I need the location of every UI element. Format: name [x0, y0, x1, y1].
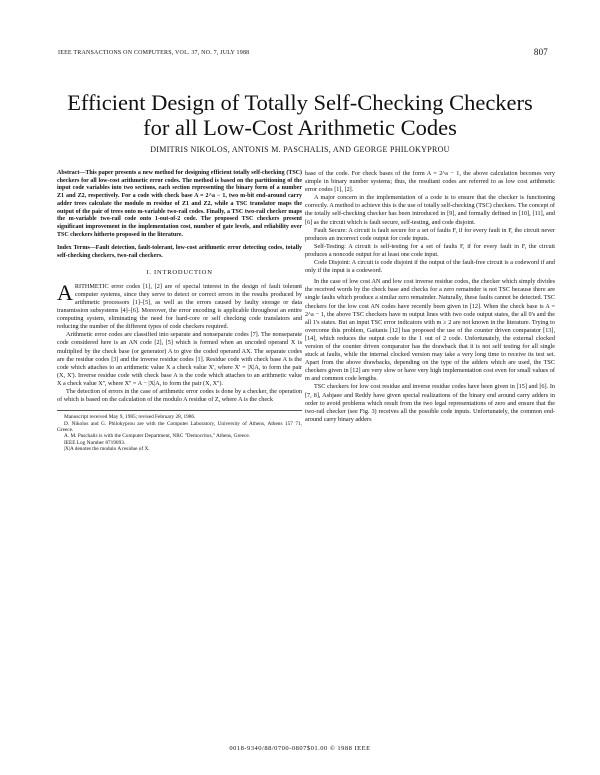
copyright-footer: 0018-9340/88/0700-0807$01.00 © 1988 IEEE — [229, 745, 371, 752]
drop-cap: A — [57, 279, 73, 305]
body-paragraph: TSC checkers for low cost residue and inverse residue codes have been given in [15] and [6]. In [7, 8], Ashjaee and Reddy have given special realizations of the binary end around carry adders in order to avoid problems which result from the two legal representations of zero and ensure that the two-rail checker (see Fig. 3) receives all the possible code inputs. Unfortunately, the common end-around carry binary adders — [305, 383, 555, 423]
intro-paragraph-2: Arithmetic error codes are classified into separate and nonseparate codes [7]. The nonseparate code considered here is an AN code [2], [5] which is formed when an uncoded operand X is multiplied by the check base (or generator) A to give the coded operand AX. The separate codes are the residue codes [3] and the inverse residue codes [1]. Residue code with check base A is the code which attaches to an arithmetic value X a check value X', where X' = |X|A, to form the pair (X, X'). Inverse residue code with check base A is the code which attaches to an arithmetic value X a check value X'', where X'' = A − |X|A, to form the pair (X, X''). — [57, 331, 302, 387]
left-column — [57, 170, 302, 453]
body-paragraph: A major concern in the implementation of a code is to ensure that the checker is functioning correctly. A method to achieve this is the use of totally self-checking (TSC) checkers. The concept of the totally self-checking checker has been introduced in [9], and formally defined in [10], [11], and [6] as the circuit which is fault secure, self-testing, and code disjoint. — [305, 194, 555, 226]
intro-paragraph-1 — [57, 279, 302, 332]
intro-paragraph-3: The detection of errors in the case of arithmetic error codes is done by a checker, the operation of which is based on the calculation of the modulo A residue of Z, where A is the check — [57, 388, 302, 404]
footnote: A. M. Paschalis is with the Computer Department, NRC "Democritos," Athens, Greece. — [64, 433, 251, 440]
author-list: DIMITRIS NIKOLOS, ANTONIS M. PASCHALIS, AND GEORGE PHILOKYPROU — [150, 145, 450, 154]
intro-paragraph-1-text: RITHMETIC error codes [1], [2] are of special interest in the design of fault tolerant computer systems, since they serve to detect or correct errors in the results produced by arithmetic processors [1]–[5], as well as the errors caused by faulty storage or data transmission subsystems [4]–[6]. Moreover, the error encoding is applicable throughout an entire computing system, eliminating the need for hard-core or self checking code translators and reducing the number of the different types of code checkers required. — [57, 282, 302, 331]
definition-code-disjoint: Code Disjoint: A circuit is code disjoint if the output of the fault-free circuit is a codeword if and only if the input is a codeword. — [305, 259, 555, 275]
footnote: IEEE Log Number 8719093. — [64, 439, 126, 446]
title-line-1: Efficient Design of Totally Self-Checking Checkers — [67, 90, 533, 115]
running-header — [58, 47, 548, 57]
footnote: D. Nikolos and G. Philokyprou are with the Computer Laboratory, University of Athens, Athens 157 71, Greece. — [57, 420, 302, 434]
footnotes — [57, 410, 302, 452]
footnote: |X|A denotes the modulo A residue of X. — [64, 446, 150, 453]
page-number: 807 — [533, 47, 548, 57]
paper-title — [40, 90, 560, 140]
right-column — [305, 170, 555, 424]
body-paragraph: base of the code. For check bases of the form A = 2^a − 1, the above calculation becomes very simple in binary number systems; thus, the resultant codes are referred to as low cost arithmetic error codes [1], [2]. — [305, 170, 555, 194]
section-heading: I. INTRODUCTION — [146, 268, 213, 276]
abstract: Abstract—This paper presents a new method for designing efficient totally self-checking (TSC) checkers for all low-cost arithmetic error codes. The method is based on the partitioning of the input code variables into two sections, each section representing the binary form of a number Z1 and Z2, respectively. For a code with check base A = 2^a − 1, two m-bit end-around carry adder trees calculate the modulo m residue of Z1 and Z2, while a TSC translator maps the output of the pair of trees onto m-variable two-rail codes. Finally, a TSC two-rail checker maps the m-variable two-rail code onto 1-out-of-2 code. The proposed TSC checkers present significant improvement in the implementation cost, number of gate levels, and reliability over TSC checkers hitherto proposed in the literature. — [57, 170, 302, 238]
title-line-2: for all Low-Cost Arithmetic Codes — [143, 115, 457, 140]
body-paragraph: In the case of low cost AN and low cost inverse residue codes, the checker which simply divides the received words by the check base and checks for a zero remainder is not TSC because there are single faults which produce a similar zero remainder. Naturally, these faults cannot be detected. TSC checkers for the low cost AN codes have recently been given in [12]. When the check base is A = 2^a − 1, the above TSC checkers have m output lines with two code output states, the all 0's and the all 1's states. But an input TSC error indicators with m ≥ 2 are not known in the literature. Trying to overcome this problem, Gaitanis [12] has proposed the use of the counter driven comparator [13], [14], which reduces the output code to the 1 out of 2 code. Unfortunately, the external clocked version of the counter driven comparator has the drawback that it is not self testing for all single stuck at faults, while the internal clocked version may take a very long time to receive its test set. Apart from the above drawbacks, depending on the type of the adders which are used, the TSC checkers given in [12] are very slow or have very high implementation cost even for small values of m and common code lengths. — [305, 278, 555, 383]
footnote: Manuscript received May 9, 1985; revised February 28, 1986. — [64, 414, 196, 421]
journal-header: IEEE TRANSACTIONS ON COMPUTERS, VOL. 37, NO. 7, JULY 1988 — [58, 50, 250, 56]
definition-self-testing: Self-Testing: A circuit is self-testing for a set of faults F, if for every fault in F, the circuit produces a noncode output for at least one code input. — [305, 242, 555, 258]
index-terms: Index Terms—Fault detection, fault-tolerant, low-cost arithmetic error detecting codes, totally self-checking checkers, two-rail checkers. — [57, 245, 302, 260]
definition-fault-secure: Fault Secure: A circuit is fault secure for a set of faults F, if for every fault in F, the circuit never produces an incorrect code output for code inputs. — [305, 226, 555, 242]
